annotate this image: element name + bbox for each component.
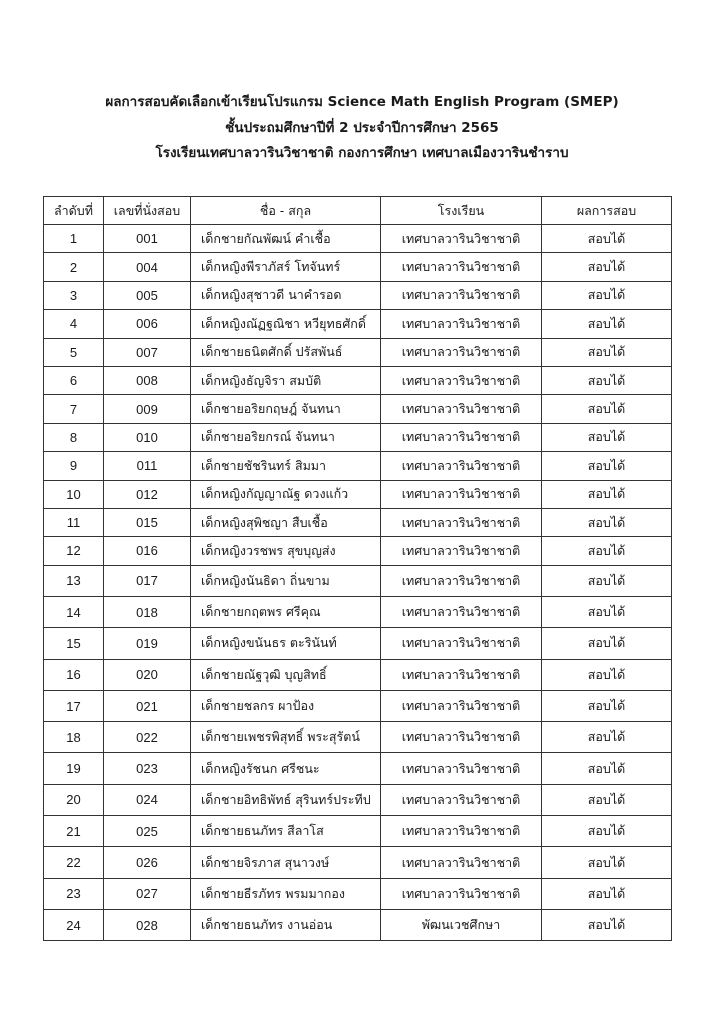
seat-number-cell: 004: [104, 253, 191, 281]
exam-result-cell: สอบได้: [542, 816, 672, 847]
seat-number-cell: 027: [104, 878, 191, 909]
school-cell: เทศบาลวารินวิชาชาติ: [381, 281, 542, 309]
order-cell: 23: [44, 878, 104, 909]
table-row: [44, 565, 672, 596]
order-cell: 5: [44, 338, 104, 366]
exam-result-cell: สอบได้: [542, 281, 672, 309]
exam-result-cell: สอบได้: [542, 659, 672, 690]
order-cell: 16: [44, 659, 104, 690]
seat-number-cell: 006: [104, 310, 191, 338]
header-full-name: ชื่อ - สกุล: [191, 197, 381, 225]
seat-number-cell: 020: [104, 659, 191, 690]
school-cell: เทศบาลวารินวิชาชาติ: [381, 628, 542, 659]
full-name-cell: เด็กชายกัณพัฒน์ คำเชื้อ: [191, 225, 381, 253]
table-row: [44, 784, 672, 815]
seat-number-cell: 021: [104, 690, 191, 721]
table-row: [44, 628, 672, 659]
school-cell: เทศบาลวารินวิชาชาติ: [381, 878, 542, 909]
school-cell: เทศบาลวารินวิชาชาติ: [381, 847, 542, 878]
full-name-cell: เด็กหญิงขนันธร ตะรินันท์: [191, 628, 381, 659]
order-cell: 22: [44, 847, 104, 878]
table-row: [44, 722, 672, 753]
school-cell: เทศบาลวารินวิชาชาติ: [381, 452, 542, 480]
header-school: โรงเรียน: [381, 197, 542, 225]
school-cell: เทศบาลวารินวิชาชาติ: [381, 659, 542, 690]
table-row: [44, 310, 672, 338]
exam-result-cell: สอบได้: [542, 537, 672, 565]
seat-number-cell: 023: [104, 753, 191, 784]
document-subtitle-grade-year: ชั้นประถมศึกษาปีที่ 2 ประจำปีการศึกษา 2565: [225, 120, 499, 136]
school-cell: เทศบาลวารินวิชาชาติ: [381, 596, 542, 627]
order-cell: 9: [44, 452, 104, 480]
order-cell: 10: [44, 480, 104, 508]
school-cell: เทศบาลวารินวิชาชาติ: [381, 722, 542, 753]
seat-number-cell: 011: [104, 452, 191, 480]
table-row: [44, 878, 672, 909]
order-cell: 3: [44, 281, 104, 309]
school-cell: เทศบาลวารินวิชาชาติ: [381, 310, 542, 338]
table-row: [44, 909, 672, 940]
table-body: [44, 225, 672, 941]
table-row: [44, 338, 672, 366]
table-row: [44, 452, 672, 480]
school-cell: เทศบาลวารินวิชาชาติ: [381, 816, 542, 847]
order-cell: 15: [44, 628, 104, 659]
school-cell: เทศบาลวารินวิชาชาติ: [381, 537, 542, 565]
table-row: [44, 281, 672, 309]
exam-result-cell: สอบได้: [542, 565, 672, 596]
order-cell: 17: [44, 690, 104, 721]
order-cell: 6: [44, 366, 104, 394]
order-cell: 24: [44, 909, 104, 940]
full-name-cell: เด็กหญิงสุชาวดี นาคำรอด: [191, 281, 381, 309]
full-name-cell: เด็กชายกฤตพร ศรีคุณ: [191, 596, 381, 627]
full-name-cell: เด็กหญิงวรชพร สุขบุญส่ง: [191, 537, 381, 565]
seat-number-cell: 018: [104, 596, 191, 627]
full-name-cell: เด็กชายชลกร ผาป้อง: [191, 690, 381, 721]
document-subtitle-school: โรงเรียนเทศบาลวารินวิชาชาติ กองการศึกษา เทศบาลเมืองวารินชำราบ: [155, 145, 569, 161]
full-name-cell: เด็กชายชัชรินทร์ สิมมา: [191, 452, 381, 480]
table-row: [44, 366, 672, 394]
exam-result-cell: สอบได้: [542, 480, 672, 508]
order-cell: 13: [44, 565, 104, 596]
full-name-cell: เด็กหญิงนันธิดา ถิ่นขาม: [191, 565, 381, 596]
full-name-cell: เด็กหญิงพีราภัสร์ โทจันทร์: [191, 253, 381, 281]
full-name-cell: เด็กหญิงกัญญาณัฐ ดวงแก้ว: [191, 480, 381, 508]
full-name-cell: เด็กหญิงธัญจิรา สมบัติ: [191, 366, 381, 394]
table-row: [44, 847, 672, 878]
full-name-cell: เด็กชายอริยกฤษฎ์ จันทนา: [191, 395, 381, 423]
exam-result-cell: สอบได้: [542, 753, 672, 784]
seat-number-cell: 017: [104, 565, 191, 596]
table-row: [44, 596, 672, 627]
school-cell: เทศบาลวารินวิชาชาติ: [381, 508, 542, 536]
school-cell: เทศบาลวารินวิชาชาติ: [381, 423, 542, 451]
full-name-cell: เด็กหญิงรัชนก ศรีชนะ: [191, 753, 381, 784]
exam-result-cell: สอบได้: [542, 847, 672, 878]
school-cell: เทศบาลวารินวิชาชาติ: [381, 253, 542, 281]
school-cell: เทศบาลวารินวิชาชาติ: [381, 366, 542, 394]
order-cell: 19: [44, 753, 104, 784]
full-name-cell: เด็กชายจิรภาส สุนาวงษ์: [191, 847, 381, 878]
full-name-cell: เด็กชายธนภัทร งานอ่อน: [191, 909, 381, 940]
table-row: [44, 690, 672, 721]
seat-number-cell: 009: [104, 395, 191, 423]
exam-result-cell: สอบได้: [542, 395, 672, 423]
results-table: [43, 196, 672, 941]
full-name-cell: เด็กชายอิทธิพัทธ์ สุรินทร์ประทีป: [191, 784, 381, 815]
seat-number-cell: 025: [104, 816, 191, 847]
full-name-cell: เด็กหญิงสุพิชญา สืบเชื้อ: [191, 508, 381, 536]
exam-result-cell: สอบได้: [542, 596, 672, 627]
seat-number-cell: 028: [104, 909, 191, 940]
school-cell: เทศบาลวารินวิชาชาติ: [381, 225, 542, 253]
table-row: [44, 395, 672, 423]
order-cell: 20: [44, 784, 104, 815]
seat-number-cell: 024: [104, 784, 191, 815]
order-cell: 14: [44, 596, 104, 627]
order-cell: 21: [44, 816, 104, 847]
school-cell: เทศบาลวารินวิชาชาติ: [381, 565, 542, 596]
school-cell: พัฒนเวชศึกษา: [381, 909, 542, 940]
full-name-cell: เด็กชายอริยกรณ์ จันทนา: [191, 423, 381, 451]
order-cell: 4: [44, 310, 104, 338]
full-name-cell: เด็กชายณัฐวุฒิ บุญสิทธิ์: [191, 659, 381, 690]
exam-result-cell: สอบได้: [542, 338, 672, 366]
table-row: [44, 423, 672, 451]
full-name-cell: เด็กชายธนิตศักดิ์ ปรัสพันธ์: [191, 338, 381, 366]
school-cell: เทศบาลวารินวิชาชาติ: [381, 784, 542, 815]
seat-number-cell: 001: [104, 225, 191, 253]
seat-number-cell: 015: [104, 508, 191, 536]
seat-number-cell: 008: [104, 366, 191, 394]
exam-result-cell: สอบได้: [542, 722, 672, 753]
seat-number-cell: 012: [104, 480, 191, 508]
exam-result-cell: สอบได้: [542, 909, 672, 940]
exam-result-cell: สอบได้: [542, 628, 672, 659]
table-row: [44, 537, 672, 565]
seat-number-cell: 007: [104, 338, 191, 366]
table-row: [44, 753, 672, 784]
exam-result-cell: สอบได้: [542, 690, 672, 721]
exam-result-cell: สอบได้: [542, 366, 672, 394]
seat-number-cell: 010: [104, 423, 191, 451]
document-title: ผลการสอบคัดเลือกเข้าเรียนโปรแกรม Science Math English Program (SMEP): [105, 94, 619, 110]
school-cell: เทศบาลวารินวิชาชาติ: [381, 480, 542, 508]
header-seat-number: เลขที่นั่งสอบ: [104, 197, 191, 225]
seat-number-cell: 022: [104, 722, 191, 753]
header-exam-result: ผลการสอบ: [542, 197, 672, 225]
exam-result-cell: สอบได้: [542, 878, 672, 909]
order-cell: 8: [44, 423, 104, 451]
exam-result-cell: สอบได้: [542, 452, 672, 480]
school-cell: เทศบาลวารินวิชาชาติ: [381, 690, 542, 721]
header-order: ลำดับที่: [44, 197, 104, 225]
exam-result-cell: สอบได้: [542, 310, 672, 338]
table-row: [44, 225, 672, 253]
full-name-cell: เด็กชายธีรภัทร พรมมากอง: [191, 878, 381, 909]
order-cell: 11: [44, 508, 104, 536]
seat-number-cell: 026: [104, 847, 191, 878]
seat-number-cell: 005: [104, 281, 191, 309]
full-name-cell: เด็กชายเพชรพิสุทธิ์ พระสุรัตน์: [191, 722, 381, 753]
table-row: [44, 659, 672, 690]
order-cell: 7: [44, 395, 104, 423]
seat-number-cell: 016: [104, 537, 191, 565]
exam-result-cell: สอบได้: [542, 508, 672, 536]
order-cell: 1: [44, 225, 104, 253]
full-name-cell: เด็กหญิงณัฏฐณิชา หวียุทธศักดิ์: [191, 310, 381, 338]
exam-result-cell: สอบได้: [542, 784, 672, 815]
exam-result-cell: สอบได้: [542, 423, 672, 451]
table-row: [44, 508, 672, 536]
school-cell: เทศบาลวารินวิชาชาติ: [381, 395, 542, 423]
order-cell: 18: [44, 722, 104, 753]
order-cell: 12: [44, 537, 104, 565]
table-header-row: [44, 197, 672, 225]
table-row: [44, 480, 672, 508]
seat-number-cell: 019: [104, 628, 191, 659]
exam-result-cell: สอบได้: [542, 225, 672, 253]
order-cell: 2: [44, 253, 104, 281]
school-cell: เทศบาลวารินวิชาชาติ: [381, 753, 542, 784]
school-cell: เทศบาลวารินวิชาชาติ: [381, 338, 542, 366]
table-row: [44, 253, 672, 281]
full-name-cell: เด็กชายธนภัทร สีลาโส: [191, 816, 381, 847]
table-row: [44, 816, 672, 847]
exam-result-cell: สอบได้: [542, 253, 672, 281]
